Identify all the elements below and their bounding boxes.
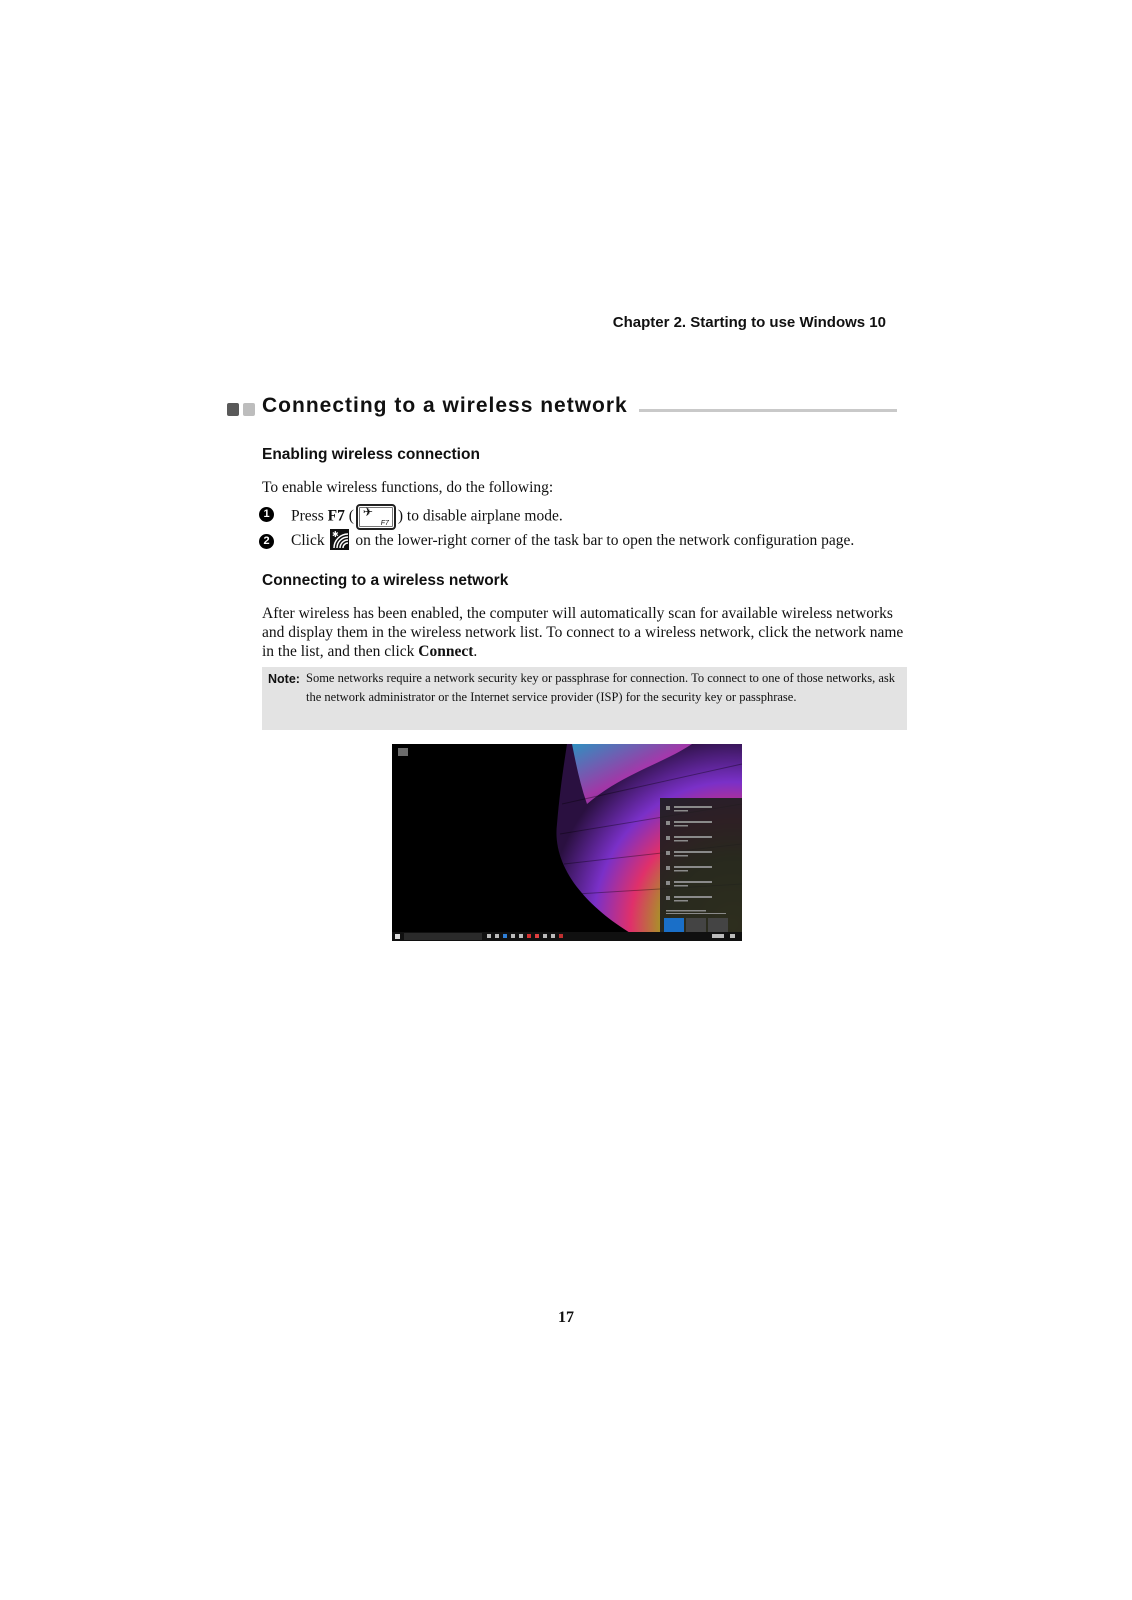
connect-term: Connect [418,643,474,660]
section-title: Connecting to a wireless network [262,394,628,417]
paragraph-text: After wireless has been enabled, the computer will automatically scan for available wireless networks and display them in the wireless network list. To connect to a wireless network, click the network name in the list, and then click [262,605,904,660]
subheading-connecting: Connecting to a wireless network [262,572,509,589]
section-bullet-light [243,403,255,416]
key-label: F7 [380,520,389,527]
page-number: 17 [558,1309,574,1326]
paragraph-text: . [473,643,478,660]
step-number: 2 [259,534,274,549]
step-key-name: F7 [327,507,345,525]
step-text: Press [291,507,328,525]
step-text: ) to disable airplane mode. [397,507,563,525]
note-box [262,667,907,730]
section-bullet-dark [227,403,239,416]
desktop-wallpaper-image [392,744,742,941]
windows-desktop-screenshot [392,744,742,941]
wireless-network-icon [330,529,349,550]
enabling-intro: To enable wireless functions, do the following: [262,479,554,496]
svg-text:✱: ✱ [332,530,340,539]
step-text: ( [344,507,354,525]
step-2 [259,531,909,555]
section-rule [639,409,897,412]
chapter-header: Chapter 2. Starting to use Windows 10 [612,314,886,331]
note-label: Note: [268,672,300,686]
section-heading [227,394,897,424]
airplane-key-icon: ✈ F7 [356,504,396,530]
step-text: on the lower-right corner of the task bar to open the network configuration page. [351,532,855,550]
step-1 [259,504,909,528]
connecting-paragraph [262,604,912,661]
step-text: Click [291,532,329,550]
note-text: Some networks require a network security key or passphrase for connection. To connect to one of those networks, ask the network administrator or the Internet service provider (ISP) for the security key or passphrase. [306,671,896,704]
subheading-enabling: Enabling wireless connection [262,446,480,463]
step-number: 1 [259,507,274,522]
